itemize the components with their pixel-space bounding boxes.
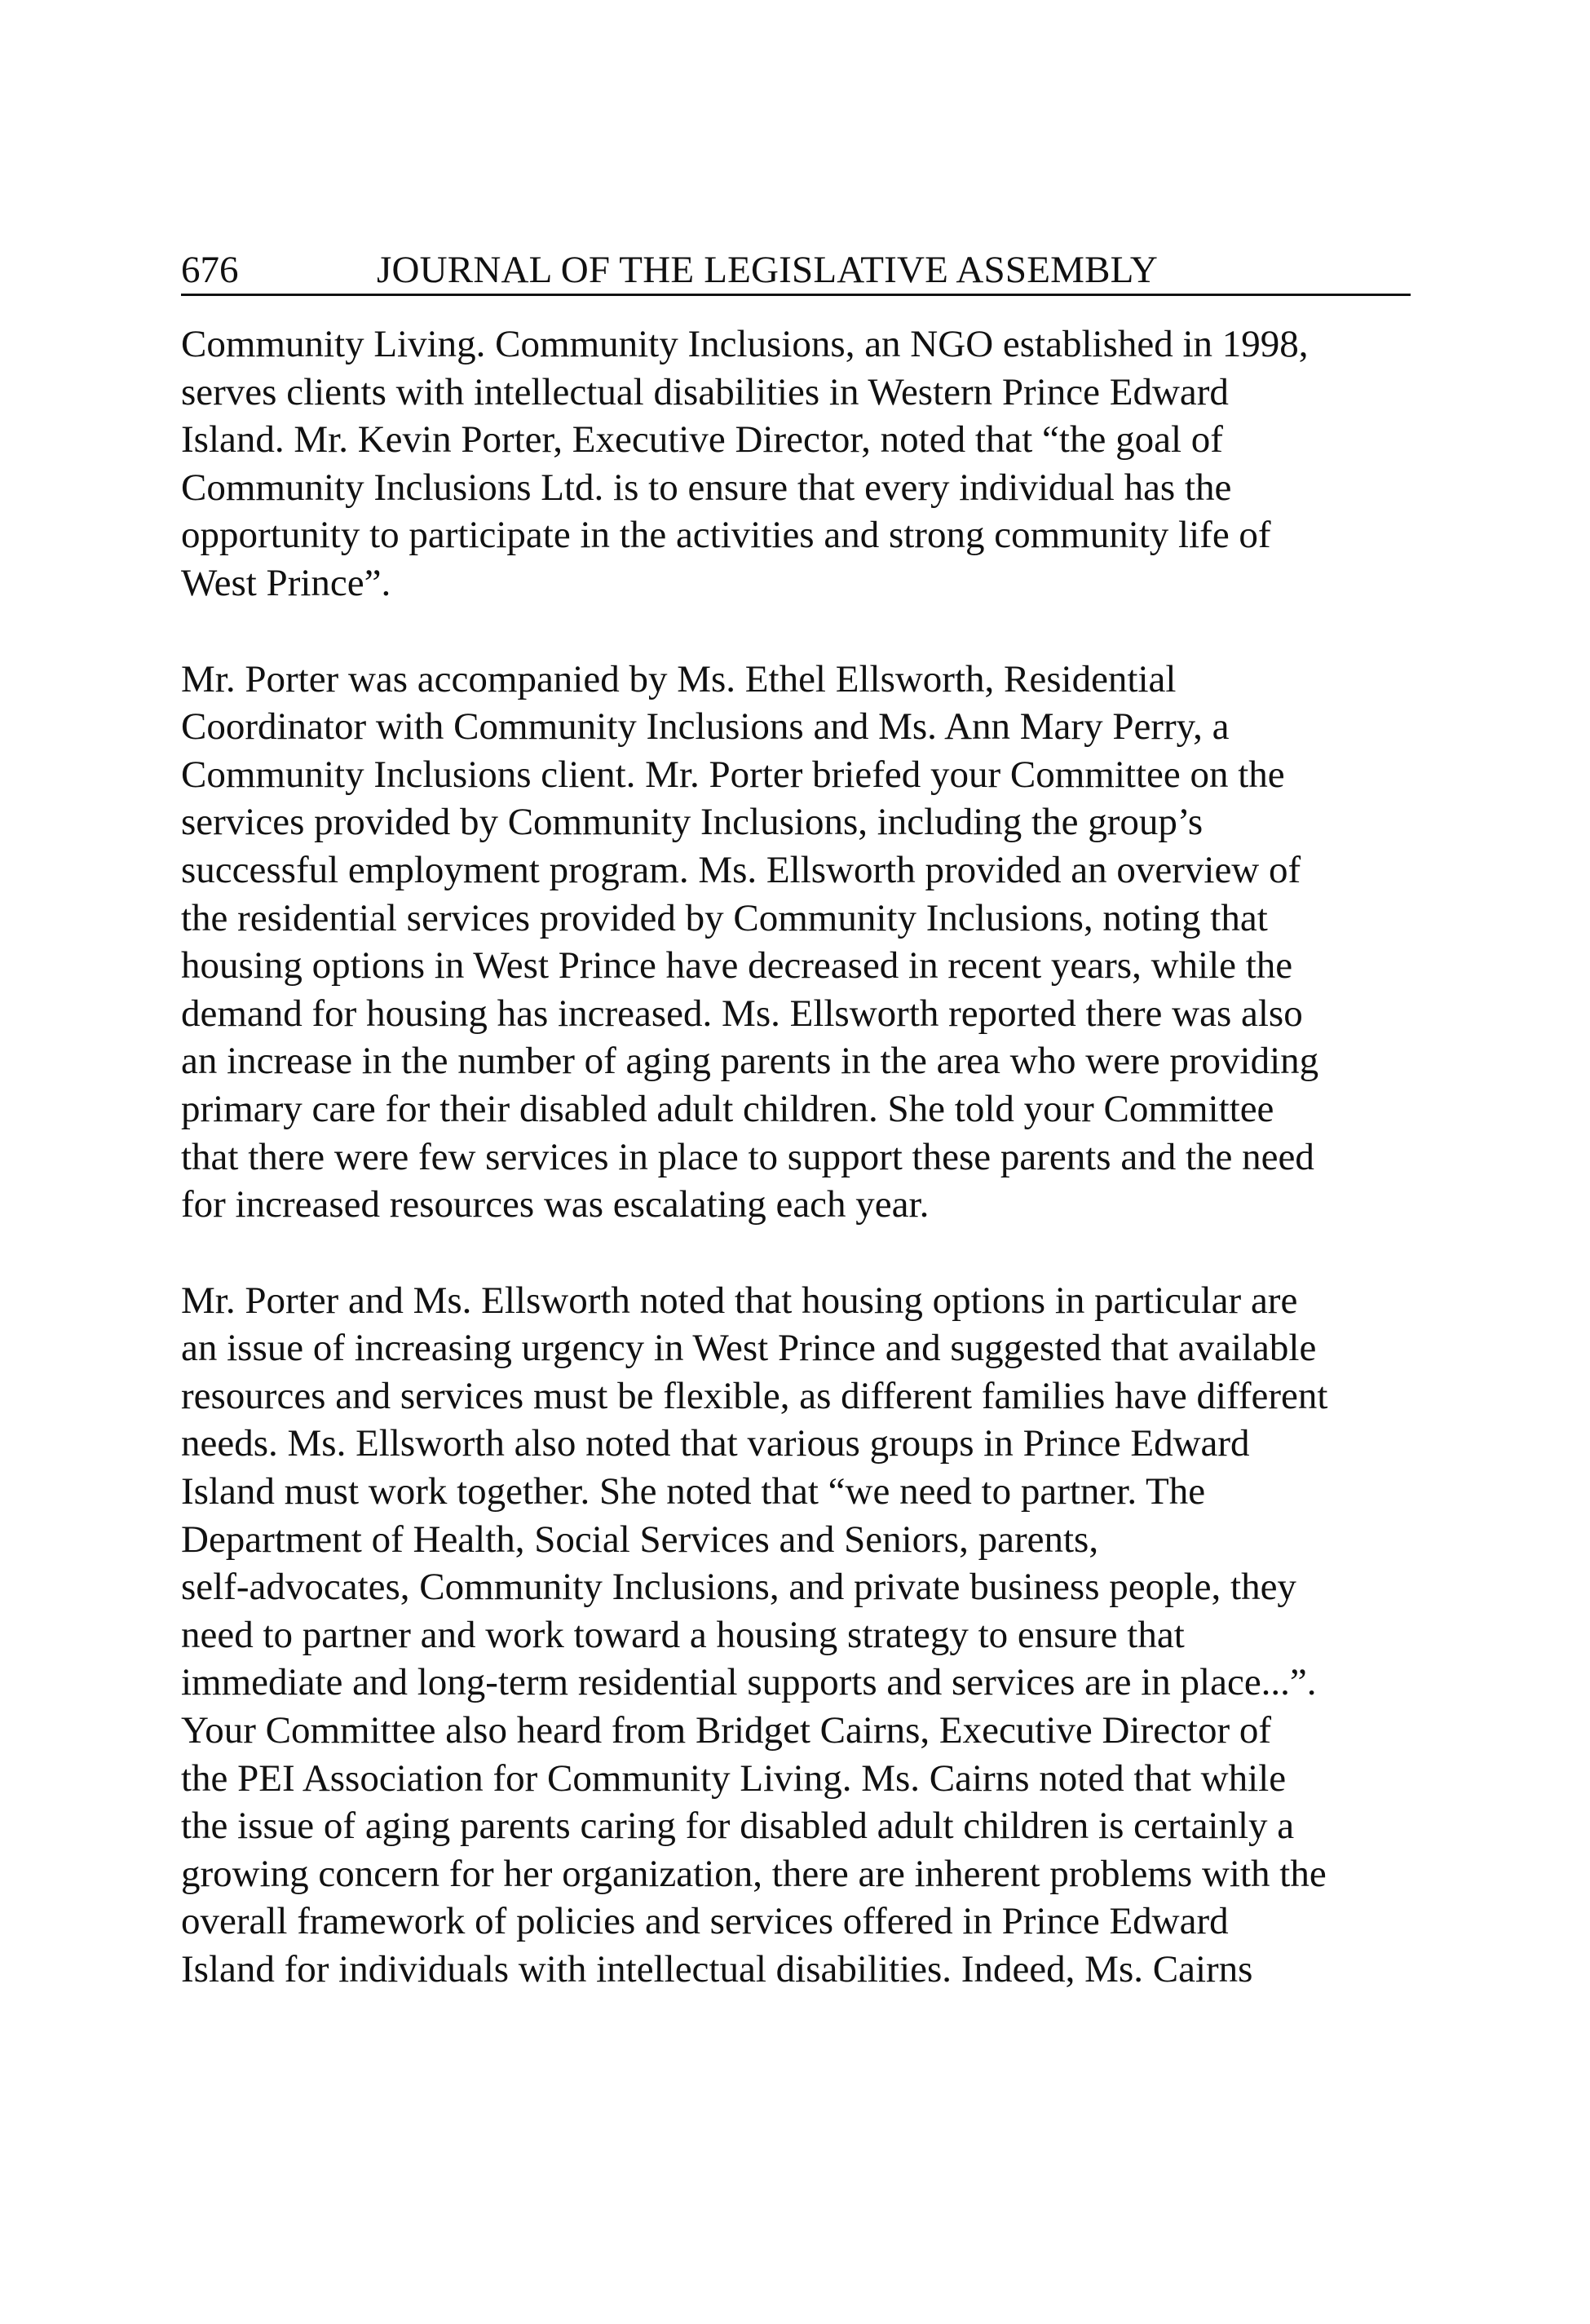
text-line: the PEI Association for Community Living. Ms. Cairns noted that while — [181, 1756, 1287, 1800]
text-line: Island must work together. She noted that “we need to partner. The — [181, 1470, 1206, 1513]
text-line: Mr. Porter and Ms. Ellsworth noted that housing options in particular are — [181, 1279, 1298, 1322]
text-line: growing concern for her organization, there are inherent problems with the — [181, 1852, 1327, 1895]
text-line: housing options in West Prince have decreased in recent years, while the — [181, 944, 1293, 987]
page-number: 676 — [181, 249, 239, 291]
text-line: immediate and long-term residential supports and services are in place...”. — [181, 1661, 1317, 1704]
paragraph-1 — [181, 320, 1420, 608]
text-line: opportunity to participate in the activities and strong community life of — [181, 514, 1271, 557]
text-line: services provided by Community Inclusions, including the group’s — [181, 801, 1204, 844]
text-line: that there were few services in place to support these parents and the need — [181, 1135, 1314, 1178]
text-line: demand for housing has increased. Ms. Ellsworth reported there was also — [181, 992, 1303, 1035]
text-line: Department of Health, Social Services and Seniors, parents, — [181, 1518, 1099, 1561]
text-line: needs. Ms. Ellsworth also noted that various groups in Prince Edward — [181, 1422, 1250, 1465]
text-line: Coordinator with Community Inclusions and Ms. Ann Mary Perry, a — [181, 705, 1230, 749]
body-text — [181, 320, 1420, 1994]
text-line: Island for individuals with intellectual disabilities. Indeed, Ms. Cairns — [181, 1948, 1253, 1990]
text-line: the residential services provided by Community Inclusions, noting that — [181, 896, 1268, 939]
text-line: overall framework of policies and services offered in Prince Edward — [181, 1900, 1229, 1943]
text-line: the issue of aging parents caring for disabled adult children is certainly a — [181, 1805, 1295, 1848]
text-line: Your Committee also heard from Bridget Cairns, Executive Director of — [181, 1709, 1272, 1752]
text-line: Mr. Porter was accompanied by Ms. Ethel Ellsworth, Residential — [181, 657, 1177, 700]
text-line: West Prince”. — [181, 561, 391, 604]
text-line: Community Inclusions Ltd. is to ensure that every individual has the — [181, 466, 1232, 509]
text-line: primary care for their disabled adult children. She told your Committee — [181, 1087, 1274, 1130]
text-line: Community Inclusions client. Mr. Porter briefed your Committee on the — [181, 753, 1285, 796]
text-line: for increased resources was escalating each year. — [181, 1183, 930, 1226]
text-line: self-advocates, Community Inclusions, and private business people, they — [181, 1566, 1296, 1609]
text-line: Island. Mr. Kevin Porter, Executive Director, noted that “the goal of — [181, 418, 1223, 462]
running-header — [181, 246, 1411, 296]
text-line: successful employment program. Ms. Ellsworth provided an overview of — [181, 848, 1301, 891]
journal-title: JOURNAL OF THE LEGISLATIVE ASSEMBLY — [377, 249, 1158, 291]
text-line: an increase in the number of aging parents in the area who were providing — [181, 1040, 1319, 1083]
text-line: need to partner and work toward a housing strategy to ensure that — [181, 1613, 1185, 1656]
paragraph-2 — [181, 656, 1420, 1229]
text-line: serves clients with intellectual disabilities in Western Prince Edward — [181, 370, 1229, 413]
text-line: resources and services must be flexible, as different families have different — [181, 1374, 1328, 1417]
text-line: an issue of increasing urgency in West Prince and suggested that available — [181, 1327, 1317, 1370]
paragraph-3 — [181, 1277, 1420, 1994]
text-line: Community Living. Community Inclusions, an NGO established in 1998, — [181, 323, 1309, 365]
